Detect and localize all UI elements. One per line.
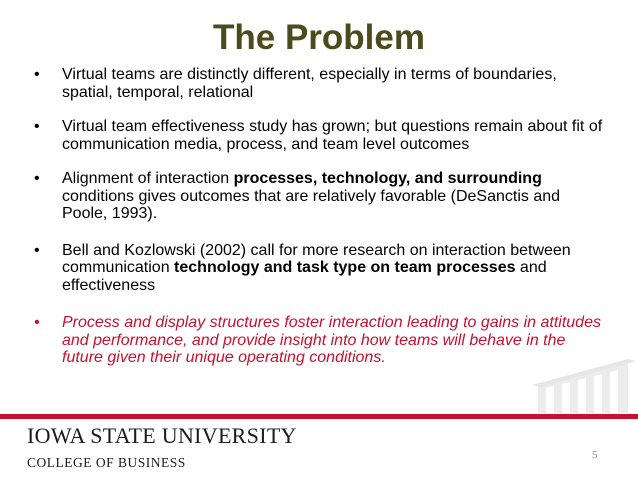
- bullet-marker: •: [34, 241, 40, 259]
- bullet-text: Bell and Kozlowski (2002) call for more research on interaction between communication: [62, 241, 571, 276]
- bullet-item-4: [30, 242, 605, 295]
- bullet-marker: •: [34, 314, 40, 331]
- bullet-item-1: [30, 66, 605, 101]
- bullet-emphasis: processes, technology, and surrounding: [233, 170, 542, 187]
- bullet-text: and effectiveness: [62, 259, 547, 294]
- bullet-text: Virtual team effectiveness study has grown; but questions remain about fit of communication media, process, and team level outcomes: [62, 118, 603, 153]
- bullet-marker: •: [34, 118, 40, 135]
- bullet-text: conditions gives outcomes that are relatively favorable (DeSanctis and Poole, 1993).: [62, 187, 561, 222]
- bullet-emphasis: technology and task type on team processes: [174, 259, 516, 276]
- bullet-marker: •: [34, 170, 40, 187]
- page-number: 5: [592, 449, 598, 461]
- university-logo-text: IOWA STATE UNIVERSITY: [27, 423, 297, 448]
- bullet-list: [30, 66, 605, 367]
- bullet-text: Process and display structures foster interaction leading to gains in attitudes and performance, and provide insight into how teams will behave in the future given their unique operating conditions.: [62, 314, 601, 366]
- bullet-item-3: [30, 170, 605, 223]
- bullet-text: Alignment of interaction: [62, 170, 234, 187]
- college-name: COLLEGE OF BUSINESS: [27, 455, 186, 470]
- bullet-marker: •: [34, 66, 40, 83]
- slide-title: The Problem: [213, 18, 425, 57]
- building-watermark-icon: [528, 355, 638, 415]
- bullet-item-5: [30, 314, 605, 367]
- bullet-text: Virtual teams are distinctly different, especially in terms of boundaries, spatial, temporal, relational: [62, 66, 557, 101]
- bullet-item-2: [30, 118, 605, 153]
- footer-red-bar: [0, 414, 638, 419]
